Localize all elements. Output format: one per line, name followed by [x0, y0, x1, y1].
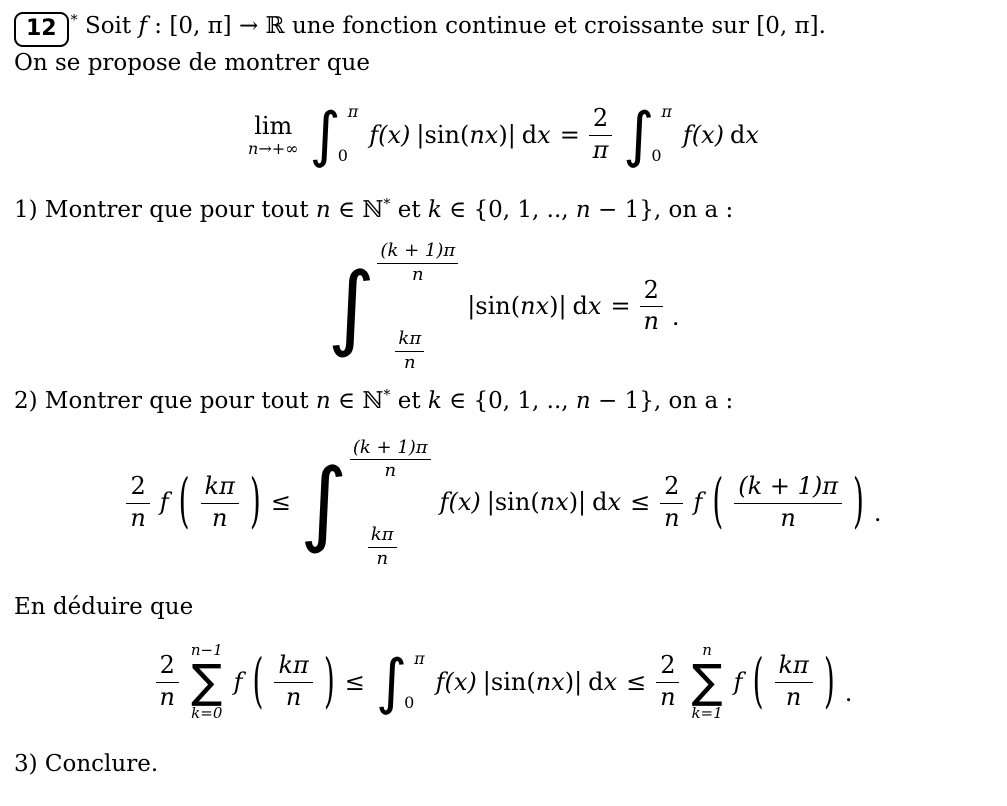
integrand-f-sin — [369, 118, 550, 153]
in-nstar: ∈ ℕ — [338, 197, 384, 224]
sum-upper-limit: n−1 — [190, 641, 223, 660]
formula-question-2 — [14, 429, 993, 577]
fraction-2-over-n — [640, 277, 663, 336]
var-n: n — [315, 388, 331, 415]
var-n: n — [315, 197, 331, 224]
var-k: k — [427, 197, 442, 224]
question-3-line — [14, 748, 993, 781]
denominator: n — [785, 683, 802, 712]
sum-lower-limit: k=1 — [691, 703, 723, 722]
f-of-x: f(x) — [682, 120, 725, 149]
fraction-2-over-n — [656, 652, 679, 711]
denominator: n — [376, 548, 389, 570]
fraction-2-over-pi — [589, 105, 612, 164]
equals-sign: = — [610, 291, 631, 320]
denominator: n — [643, 307, 659, 336]
abs-sin-open: |sin( — [467, 291, 521, 320]
numerator: (k + 1)π — [377, 241, 458, 264]
numerator: kπ — [368, 525, 397, 548]
numerator: kπ — [274, 652, 312, 683]
limit-operator — [248, 111, 299, 158]
integral-k-interval — [327, 240, 458, 372]
integral-0-pi — [309, 100, 359, 171]
dx — [592, 485, 621, 520]
right-paren: ) — [852, 466, 864, 536]
denominator: n — [664, 503, 680, 532]
var-n: n — [575, 197, 591, 224]
set-prefix: ∈ {0, 1, .., — [449, 197, 569, 224]
left-paren: ( — [752, 645, 764, 716]
leq-sign: ≤ — [630, 488, 651, 517]
differential-d: d — [592, 488, 608, 517]
function-f: f — [159, 488, 169, 517]
nx: nx — [539, 488, 569, 517]
integral-limits — [375, 239, 458, 373]
integrand-f-sin — [440, 485, 621, 520]
var-x: x — [537, 120, 551, 149]
numerator: 2 — [660, 473, 683, 504]
right-paren: ) — [823, 645, 835, 716]
differential-d: d — [521, 120, 538, 149]
lower-limit-fraction — [361, 329, 458, 373]
dx — [522, 118, 551, 153]
integral-k-interval — [300, 437, 431, 569]
integral-icon: ∫ — [375, 647, 408, 718]
lim-label: lim — [254, 111, 293, 140]
denominator: n — [780, 503, 796, 532]
integral-lower-limit: 0 — [404, 693, 415, 713]
integrand-sin — [467, 289, 601, 324]
fraction-kpi-over-n — [274, 652, 312, 711]
denominator: n — [285, 683, 302, 712]
numerator: 2 — [156, 652, 179, 683]
sum-k0-to-n-1 — [191, 643, 223, 721]
dx — [573, 289, 602, 324]
leq-sign: ≤ — [626, 667, 647, 696]
denominator: π — [592, 136, 609, 165]
lim-subscript: n→+∞ — [248, 138, 299, 158]
function-f: f — [233, 667, 243, 696]
integrand-f-sin — [436, 665, 617, 700]
dx — [588, 665, 617, 700]
dx — [730, 118, 759, 153]
integral-lower-limit: 0 — [337, 146, 348, 166]
lower-limit-fraction — [334, 525, 431, 569]
integral-limits — [348, 436, 431, 570]
integral-limits — [404, 649, 425, 715]
differential-d: d — [572, 291, 588, 320]
abs-sin-open: |sin( — [482, 667, 536, 696]
denominator: n — [660, 683, 676, 712]
fraction-kpi-over-n — [775, 652, 813, 711]
nstar-sup: * — [383, 387, 391, 404]
differential-d: d — [588, 667, 604, 696]
numerator: 2 — [126, 473, 149, 504]
abs-sin-close: )| — [549, 291, 567, 320]
exercise-number-badge: 12 — [14, 12, 69, 47]
numerator: kπ — [395, 329, 424, 352]
integral-0-pi — [375, 647, 425, 718]
var-x: x — [607, 488, 622, 517]
left-paren: ( — [252, 645, 264, 716]
leq-sign: ≤ — [344, 667, 365, 696]
formula-deduction — [14, 630, 993, 734]
nx: nx — [469, 120, 499, 149]
intro-soit: Soit — [84, 13, 132, 39]
fraction-k1pi-over-n — [734, 473, 842, 532]
numerator: 2 — [640, 277, 663, 308]
deduce-line — [14, 591, 993, 624]
left-paren: ( — [178, 466, 190, 536]
f-of-x: f(x) — [369, 120, 411, 149]
right-paren: ) — [249, 466, 261, 536]
et: et — [397, 388, 421, 415]
set-suffix: − 1}, on a : — [598, 388, 734, 415]
differential-d: d — [730, 120, 746, 149]
numerator: 2 — [656, 652, 679, 683]
sum-k1-to-n — [691, 643, 722, 721]
sum-upper-limit: n — [702, 641, 712, 660]
abs-sin-nx — [467, 289, 566, 324]
var-x: x — [587, 291, 602, 320]
fraction-2-over-n — [660, 473, 683, 532]
integral-upper-limit: π — [661, 102, 672, 122]
abs-sin-open: |sin( — [486, 488, 540, 517]
period: . — [671, 302, 680, 331]
equals-sign: = — [559, 120, 580, 149]
f-of-x: f(x) — [439, 488, 481, 517]
set-suffix: − 1}, on a : — [598, 197, 734, 224]
sigma-icon: ∑ — [191, 654, 223, 709]
nx: nx — [520, 291, 550, 320]
difficulty-star: * — [70, 12, 78, 29]
denominator: n — [412, 264, 424, 286]
numerator: kπ — [775, 652, 813, 683]
abs-sin-close: )| — [498, 120, 516, 149]
abs-sin-close: )| — [568, 488, 587, 517]
denominator: n — [211, 503, 228, 532]
integral-upper-limit: π — [347, 102, 359, 122]
exercise-header-line — [14, 10, 993, 47]
denominator: n — [130, 503, 146, 532]
numerator: (k + 1)π — [350, 438, 431, 461]
right-paren: ) — [323, 645, 335, 716]
integral-0-pi — [623, 100, 672, 171]
abs-sin-open: |sin( — [416, 120, 470, 149]
function-f: f — [733, 667, 743, 696]
integral-icon: ∫ — [299, 449, 348, 557]
question-2-line — [14, 385, 993, 418]
integral-icon: ∫ — [309, 100, 341, 171]
period: . — [873, 499, 882, 528]
nx: nx — [535, 667, 565, 696]
f-of-x: f(x) — [435, 667, 477, 696]
intro-line-2 — [14, 47, 993, 80]
var-k: k — [427, 388, 442, 415]
question-text: Montrer que pour tout — [44, 388, 309, 415]
sigma-icon: ∑ — [691, 654, 723, 709]
conclude-text: 3) Conclure. — [14, 751, 159, 778]
denominator: n — [404, 351, 416, 373]
nstar-sup: * — [383, 196, 391, 213]
var-x: x — [603, 667, 618, 696]
question-1-line — [14, 194, 993, 227]
sum-lower-limit: k=0 — [191, 703, 223, 722]
integral-limits — [337, 102, 359, 168]
denominator: n — [384, 460, 397, 482]
var-n: n — [575, 388, 591, 415]
numerator: kπ — [201, 473, 239, 504]
question-2-label: 2) — [14, 388, 38, 415]
integral-limits — [651, 102, 672, 168]
numerator: 2 — [589, 105, 612, 136]
deduce-text: En déduire que — [14, 593, 194, 620]
leq-sign: ≤ — [270, 488, 291, 517]
function-f: f — [693, 488, 703, 517]
denominator: n — [159, 683, 175, 712]
fraction-2-over-n — [156, 652, 179, 711]
period: . — [844, 678, 853, 707]
integrand-f — [683, 118, 759, 153]
function-f: f — [138, 13, 147, 39]
abs-sin-close: )| — [564, 667, 583, 696]
question-text: Montrer que pour tout — [44, 197, 309, 224]
left-paren: ( — [712, 466, 724, 536]
in-nstar: ∈ ℕ — [338, 388, 384, 415]
intro-rest: : [0, π] → ℝ une fonction continue et croissante sur [0, π]. — [154, 13, 826, 39]
integral-icon: ∫ — [327, 252, 376, 360]
formula-main-claim — [14, 92, 993, 178]
intro-text: On se propose de montrer que — [14, 49, 370, 76]
fraction-kpi-over-n — [201, 473, 239, 532]
abs-sin-nx — [416, 118, 515, 153]
integral-icon: ∫ — [623, 100, 655, 171]
et: et — [397, 197, 421, 224]
upper-limit-fraction — [350, 438, 431, 482]
formula-question-1 — [14, 237, 993, 375]
numerator: (k + 1)π — [734, 473, 842, 504]
integral-lower-limit: 0 — [651, 146, 662, 166]
question-1-label: 1) — [14, 197, 38, 224]
fraction-2-over-n — [126, 473, 149, 532]
integral-upper-limit: π — [414, 649, 425, 669]
upper-limit-fraction — [377, 241, 458, 285]
abs-sin-nx — [487, 485, 586, 520]
var-x: x — [745, 120, 759, 149]
abs-sin-nx — [483, 665, 582, 700]
set-prefix: ∈ {0, 1, .., — [449, 388, 569, 415]
